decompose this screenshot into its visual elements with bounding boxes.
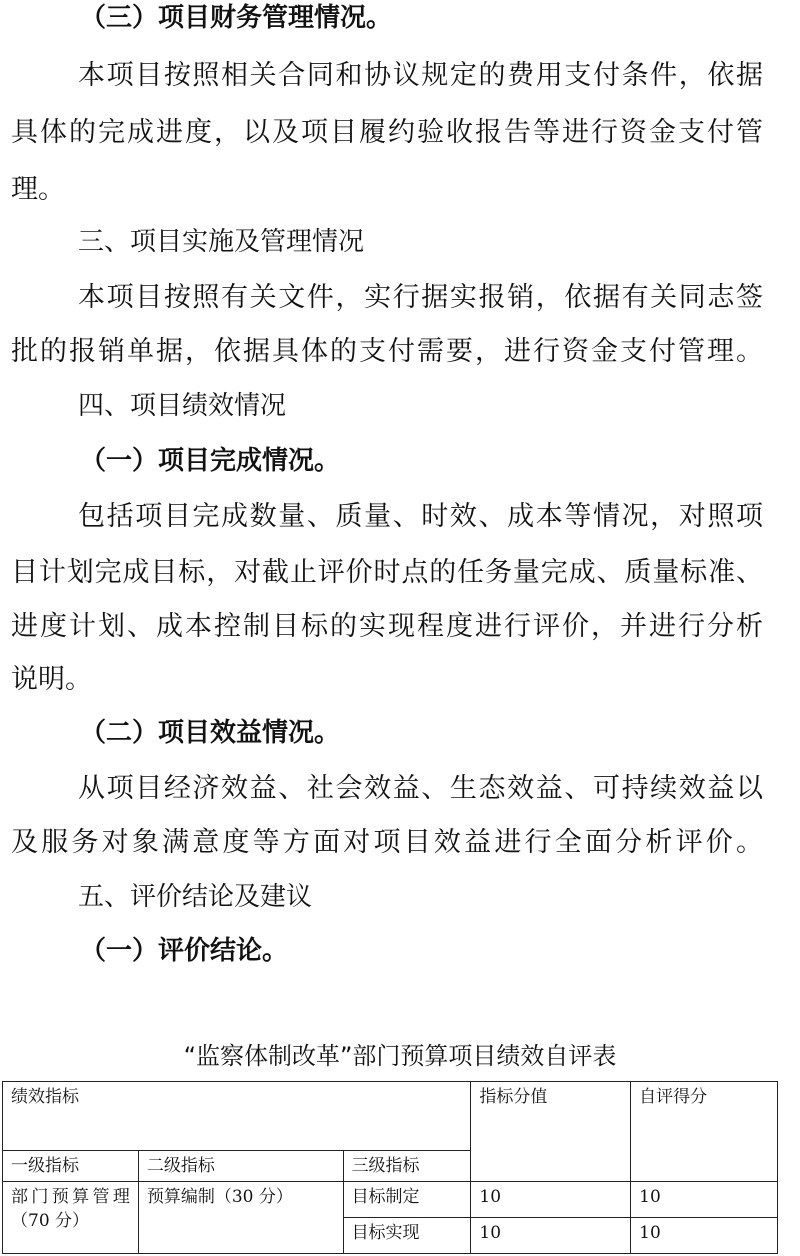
paragraph-line: 批的报销单据，依据具体的支付需要，进行资金支付管理。 — [11, 336, 763, 367]
paragraph-line: 从项目经济效益、社会效益、生态效益、可持续效益以 — [78, 773, 763, 804]
header-indicator: 绩效指标 — [3, 1082, 471, 1151]
performance-table — [2, 1081, 778, 1254]
paragraph-line: 及服务对象满意度等方面对项目效益进行全面分析评价。 — [11, 827, 763, 858]
table-row — [3, 1182, 778, 1218]
header-self-score: 自评得分 — [631, 1082, 778, 1182]
self-score-cell: 10 — [631, 1182, 778, 1218]
chapter-heading-4: 四、项目绩效情况 — [78, 391, 287, 421]
chapter-heading-3: 三、项目实施及管理情况 — [78, 227, 365, 257]
level3-cell: 目标制定 — [343, 1182, 471, 1218]
section-heading-4-2: （二）项目效益情况。 — [80, 718, 341, 748]
section-heading-5-1: （一）评价结论。 — [80, 936, 289, 966]
level1-header: 一级指标 — [3, 1151, 139, 1182]
paragraph-line: 本项目按照有关文件，实行据实报销，依据有关同志签 — [78, 282, 763, 313]
paragraph-line: 包括项目完成数量、质量、时效、成本等情况，对照项 — [78, 501, 763, 532]
paragraph-line: 进度计划、成本控制目标的实现程度进行评价，并进行分析 — [11, 611, 763, 642]
paragraph-line: 说明。 — [11, 664, 92, 695]
level2-header: 二级指标 — [138, 1151, 343, 1182]
level2-cell: 预算编制（30 分） — [138, 1182, 343, 1254]
self-score-cell: 10 — [631, 1218, 778, 1254]
score-cell: 10 — [471, 1218, 631, 1254]
score-cell: 10 — [471, 1182, 631, 1218]
paragraph-line: 具体的完成进度，以及项目履约验收报告等进行资金支付管 — [11, 117, 763, 148]
paragraph-line: 本项目按照相关合同和协议规定的费用支付条件，依据 — [78, 60, 763, 91]
level3-cell: 目标实现 — [343, 1218, 471, 1254]
level1-cell: 部门预算管理（70 分） — [3, 1182, 139, 1254]
level3-header: 三级指标 — [343, 1151, 471, 1182]
section-heading-3-3: （三）项目财务管理情况。 — [80, 3, 393, 33]
header-score: 指标分值 — [471, 1082, 631, 1182]
section-heading-4-1: （一）项目完成情况。 — [80, 446, 341, 476]
paragraph-line: 理。 — [11, 174, 65, 205]
chapter-heading-5: 五、评价结论及建议 — [78, 882, 313, 912]
table-title: “监察体制改革”部门预算项目绩效自评表 — [183, 1042, 617, 1070]
paragraph-line: 目计划完成目标，对截止评价时点的任务量完成、质量标准、 — [11, 557, 763, 588]
